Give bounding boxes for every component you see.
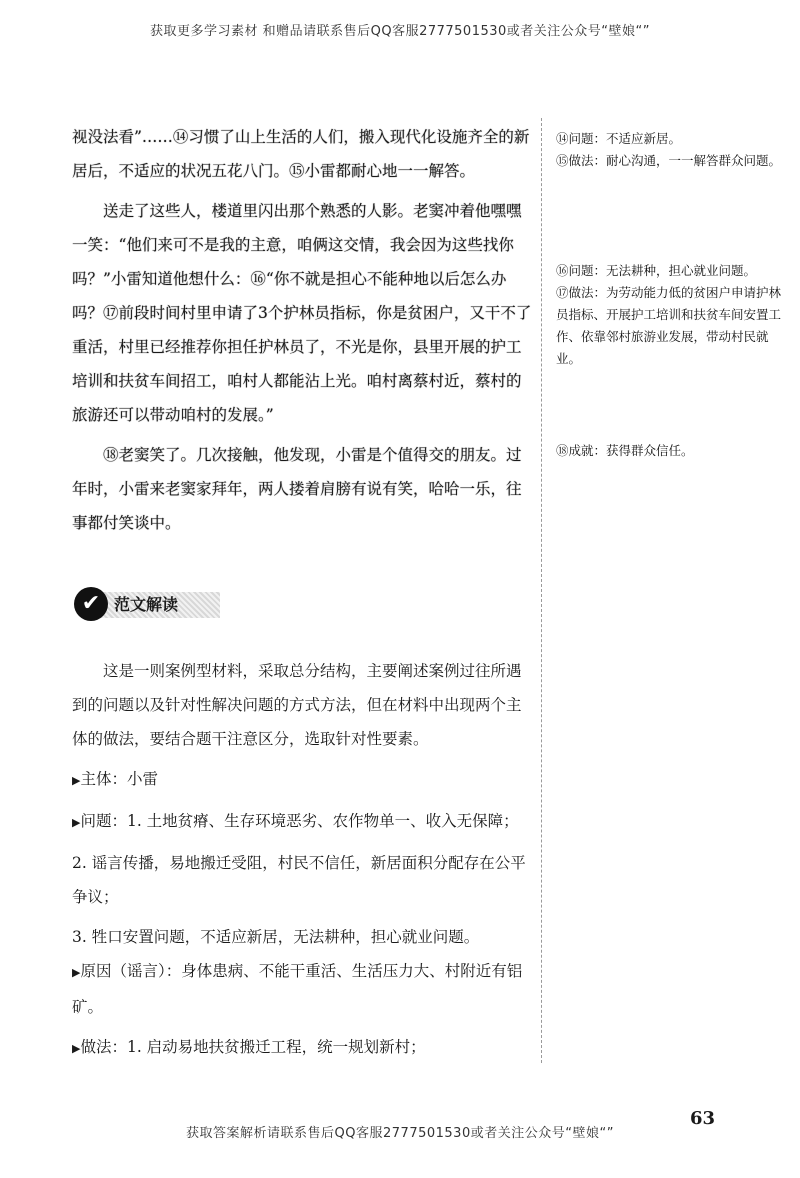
triangle-bullet-icon: ▶ xyxy=(72,1042,81,1055)
analysis-cause: ▶原因（谣言）：身体患病、不能干重活、生活压力大、村附近有铝矿。 xyxy=(72,962,523,1016)
side-note-14: ⑭问题：不适应新居。 ⑮做法：耐心沟通，一一解答群众问题。 xyxy=(556,128,784,172)
side-note-15: ⑮做法：耐心沟通，一一解答群众问题。 xyxy=(556,153,782,168)
section-title: 范文解读 xyxy=(114,595,179,614)
section-heading xyxy=(74,580,534,628)
column-divider xyxy=(541,118,542,1063)
story-paragraph-1: 视没法看”……⑭习惯了山上生活的人们，搬入现代化设施齐全的新居后，不适应的状况五花八门。⑮小雷都耐心地一一解答。 xyxy=(72,128,530,180)
analysis-problem-1: ▶问题：1. 土地贫瘠、生存环境恶劣、农作物单一、收入无保障； xyxy=(72,812,519,830)
story-paragraph-3: ⑱老窦笑了。几次接触，他发现，小雷是个值得交的朋友。过年时，小雷来老窦家拜年，两人搂着肩膀有说有笑，哈哈一乐，往事都付笑谈中。 xyxy=(72,446,522,532)
page-header: 获取更多学习素材 和赠品请联系售后QQ客服2777501530或者关注公众号“壁娘“” xyxy=(149,24,650,39)
side-note-17: ⑰做法：为劳动能力低的贫困户申请护林员指标、开展护工培训和扶贫车间安置工作、依靠邻村旅游业发展，带动村民就业。 xyxy=(556,285,782,366)
triangle-bullet-icon: ▶ xyxy=(72,966,81,979)
check-circle-icon: ✔ xyxy=(74,587,108,621)
triangle-bullet-icon: ▶ xyxy=(72,816,81,829)
side-note-16: ⑯问题：无法耕种，担心就业问题。 ⑰做法：为劳动能力低的贫困户申请护林员指标、开展护工培训和扶贫车间安置工作、依靠邻村旅游业发展，带动村民就业。 xyxy=(556,260,784,370)
analysis-problem-3: 3. 牲口安置问题，不适应新居，无法耕种，担心就业问题。 xyxy=(72,928,480,946)
analysis-problem-2: 2. 谣言传播，易地搬迁受阻，村民不信任，新居面积分配存在公平争议； xyxy=(72,854,526,906)
analysis-text xyxy=(72,654,534,1066)
main-column xyxy=(72,120,534,1066)
analysis-intro: 这是一则案例型材料，采取总分结构，主要阐述案例过往所遇到的问题以及针对性解决问题的方式方法，但在材料中出现两个主体的做法，要结合题干注意区分，选取针对性要素。 xyxy=(72,662,522,748)
analysis-subject: ▶主体：小雷 xyxy=(72,770,158,788)
page-footer: 获取答案解析请联系售后QQ客服2777501530或者关注公众号“壁娘“” xyxy=(186,1126,614,1141)
story-paragraph-2: 送走了这些人，楼道里闪出那个熟悉的人影。老窦冲着他嘿嘿一笑：“他们来可不是我的主意，咱俩这交情，我会因为这些找你吗？”小雷知道他想什么：⑯“你不就是担心不能种地以后怎么办吗？⑰前段时间村里申请了3个护林员指标，你是贫困户，又干不了重活，村里已经推荐你担任护林员了，不光是你，县里开展的护工培训和扶贫车间招工，咱村人都能沾上光。咱村离蔡村近，蔡村的旅游还可以带动咱村的发展。” xyxy=(72,202,532,424)
triangle-bullet-icon: ▶ xyxy=(72,774,81,787)
side-note-18: ⑱成就：获得群众信任。 xyxy=(556,443,694,458)
analysis-method: ▶做法：1. 启动易地扶贫搬迁工程，统一规划新村； xyxy=(72,1038,426,1056)
page-number: 63 xyxy=(690,1108,716,1129)
story-text xyxy=(72,120,534,540)
